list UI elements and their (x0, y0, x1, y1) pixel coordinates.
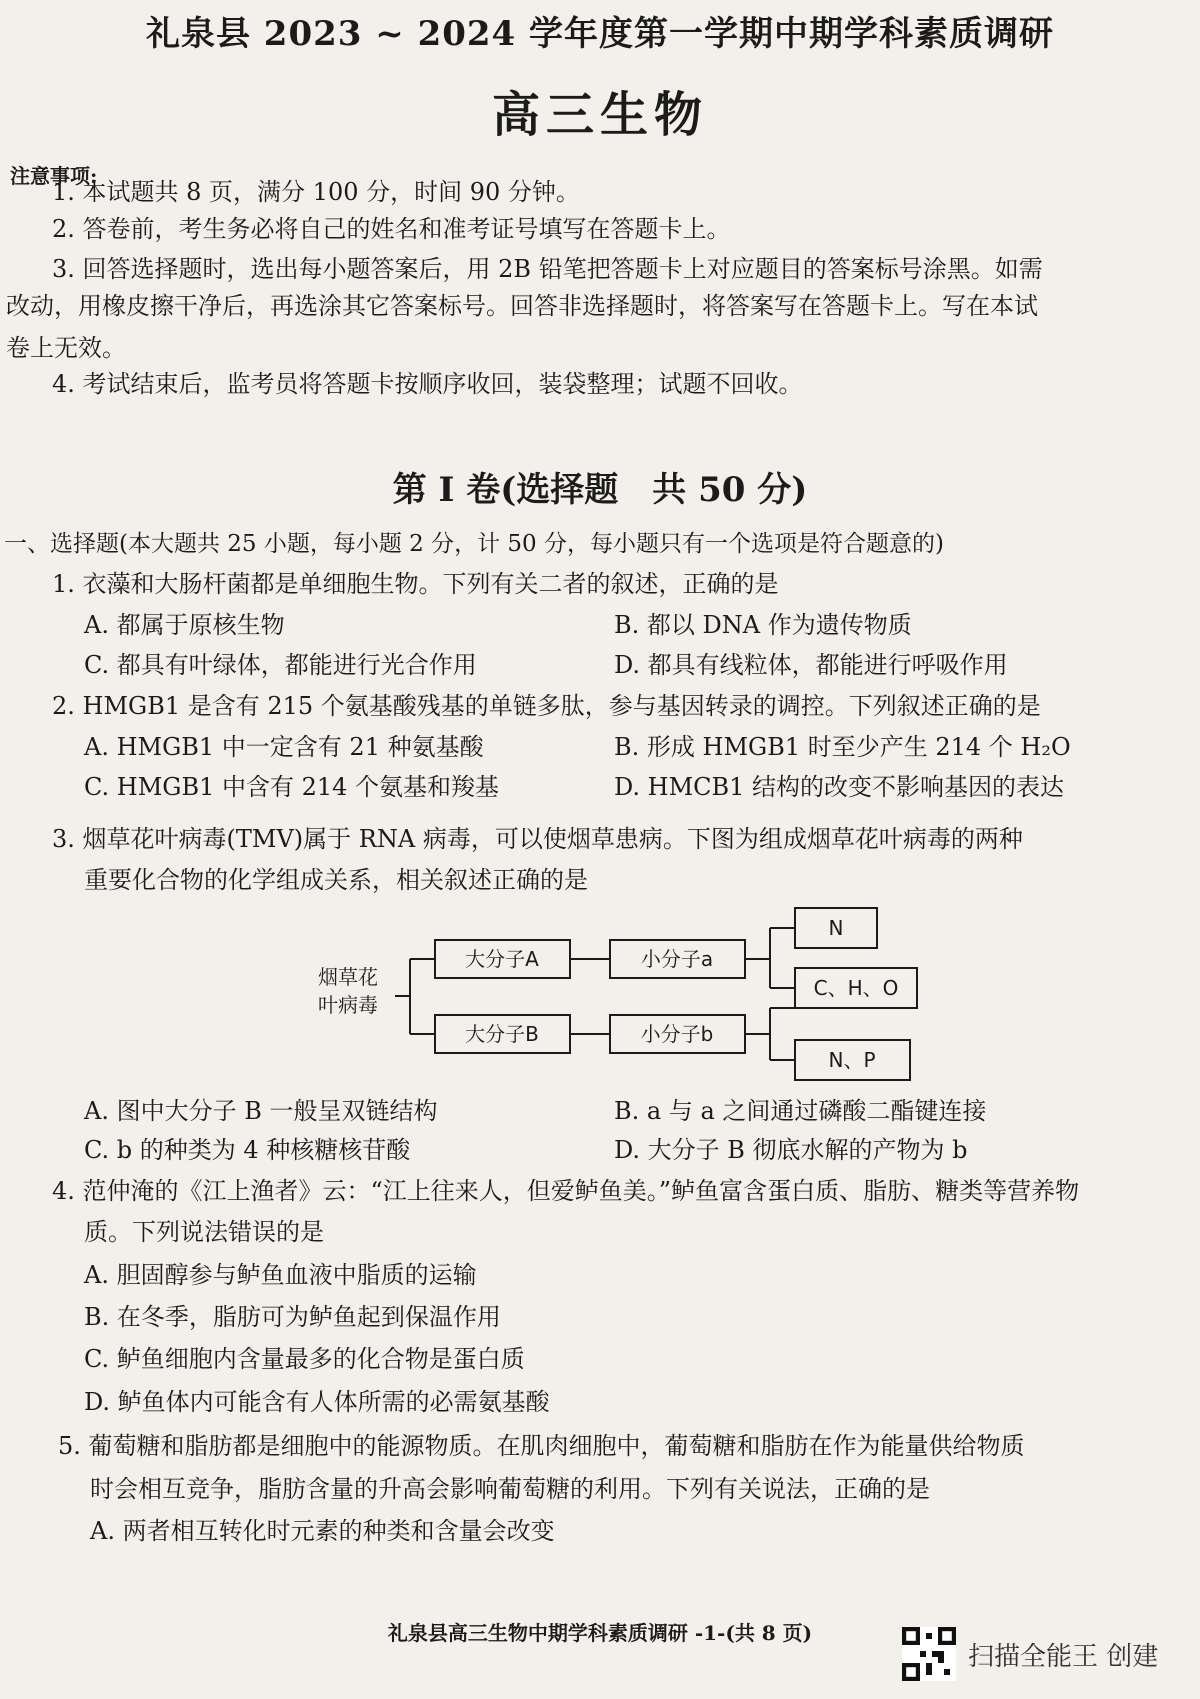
small-a-label: 小分子a (640, 947, 714, 971)
option-a: A. 胆固醇参与鲈鱼血液中脂质的运输 (84, 1261, 477, 1289)
question-stem: 5. 葡萄糖和脂肪都是细胞中的能源物质。在肌肉细胞中，葡萄糖和脂肪在作为能量供给物质 (58, 1432, 1025, 1460)
question-stem: 3. 烟草花叶病毒(TMV)属于 RNA 病毒，可以使烟草患病。下图为组成烟草花叶病毒的两种 (52, 825, 1023, 853)
element-np-label: N、P (828, 1048, 876, 1072)
option-b: B. 在冬季，脂肪可为鲈鱼起到保温作用 (84, 1303, 501, 1331)
option-b: B. 都以 DNA 作为遗传物质 (614, 611, 912, 639)
note-line: 3. 回答选择题时，选出每小题答案后，用 2B 铅笔把答题卡上对应题目的答案标号涂黑。如需 (52, 255, 1043, 283)
option-a: A. 两者相互转化时元素的种类和含量会改变 (90, 1517, 555, 1545)
scanner-watermark: 扫描全能王 创建 (968, 1642, 1159, 1672)
element-n-label: N (828, 916, 844, 940)
option-d: D. HMCB1 结构的改变不影响基因的表达 (614, 773, 1065, 801)
page-footer: 礼泉县高三生物中期学科素质调研 -1-(共 8 页) (387, 1621, 813, 1645)
question-stem: 4. 范仲淹的《江上渔者》云：“江上往来人，但爱鲈鱼美。”鲈鱼富含蛋白质、脂肪、糖类等营养物 (52, 1177, 1080, 1205)
note-line: 1. 本试题共 8 页，满分 100 分，时间 90 分钟。 (52, 178, 580, 206)
question-stem: 质。下列说法错误的是 (84, 1218, 324, 1246)
option-d: D. 都具有线粒体，都能进行呼吸作用 (614, 651, 1008, 679)
option-c: C. 鲈鱼细胞内含量最多的化合物是蛋白质 (84, 1345, 525, 1373)
option-c: C. 都具有叶绿体，都能进行光合作用 (84, 651, 477, 679)
option-d: D. 大分子 B 彻底水解的产物为 b (614, 1136, 968, 1164)
element-cho-label: C、H、O (813, 976, 899, 1000)
virus-label-1: 烟草花 (318, 965, 378, 989)
section-heading: 一、选择题(本大题共 25 小题，每小题 2 分，计 50 分，每小题只有一个选项是符合题意的) (4, 531, 944, 557)
subject-title: 高三生物 (491, 87, 708, 143)
exam-title: 礼泉县 2023 ~ 2024 学年度第一学期中期学科素质调研 (145, 14, 1055, 54)
question-stem: 1. 衣藻和大肠杆菌都是单细胞生物。下列有关二者的叙述，正确的是 (52, 570, 779, 598)
option-a: A. 图中大分子 B 一般呈双链结构 (84, 1097, 438, 1125)
note-line: 2. 答卷前，考生务必将自己的姓名和准考证号填写在答题卡上。 (52, 215, 731, 243)
option-c: C. HMGB1 中含有 214 个氨基和羧基 (84, 773, 500, 801)
option-d: D. 鲈鱼体内可能含有人体所需的必需氨基酸 (84, 1388, 550, 1416)
note-line: 改动，用橡皮擦干净后，再选涂其它答案标号。回答非选择题时，将答案写在答题卡上。写在本试 (6, 292, 1038, 320)
option-a: A. 都属于原核生物 (84, 611, 285, 639)
small-b-label: 小分子b (640, 1022, 714, 1046)
virus-label-2: 叶病毒 (318, 993, 378, 1017)
option-b: B. 形成 HMGB1 时至少产生 214 个 H₂O (614, 733, 1071, 761)
note-line: 4. 考试结束后，监考员将答题卡按顺序收回，装袋整理；试题不回收。 (52, 370, 803, 398)
qr-code-icon (902, 1627, 956, 1681)
option-a: A. HMGB1 中一定含有 21 种氨基酸 (84, 733, 484, 761)
question-stem: 重要化合物的化学组成关系，相关叙述正确的是 (84, 866, 588, 894)
macro-b-label: 大分子B (465, 1022, 539, 1046)
question-stem: 2. HMGB1 是含有 215 个氨基酸残基的单链多肽，参与基因转录的调控。下列叙述正确的是 (52, 692, 1041, 720)
option-c: C. b 的种类为 4 种核糖核苷酸 (84, 1136, 411, 1164)
note-line: 卷上无效。 (6, 334, 126, 362)
tmv-composition-diagram (300, 900, 920, 1090)
question-stem: 时会相互竞争，脂肪含量的升高会影响葡萄糖的利用。下列有关说法，正确的是 (90, 1475, 930, 1503)
macro-a-label: 大分子A (465, 947, 539, 971)
option-b: B. a 与 a 之间通过磷酸二酯键连接 (614, 1097, 987, 1125)
notes-heading: 注意事项: (10, 164, 98, 188)
section-title: 第 I 卷(选择题 共 50 分) (392, 470, 808, 510)
